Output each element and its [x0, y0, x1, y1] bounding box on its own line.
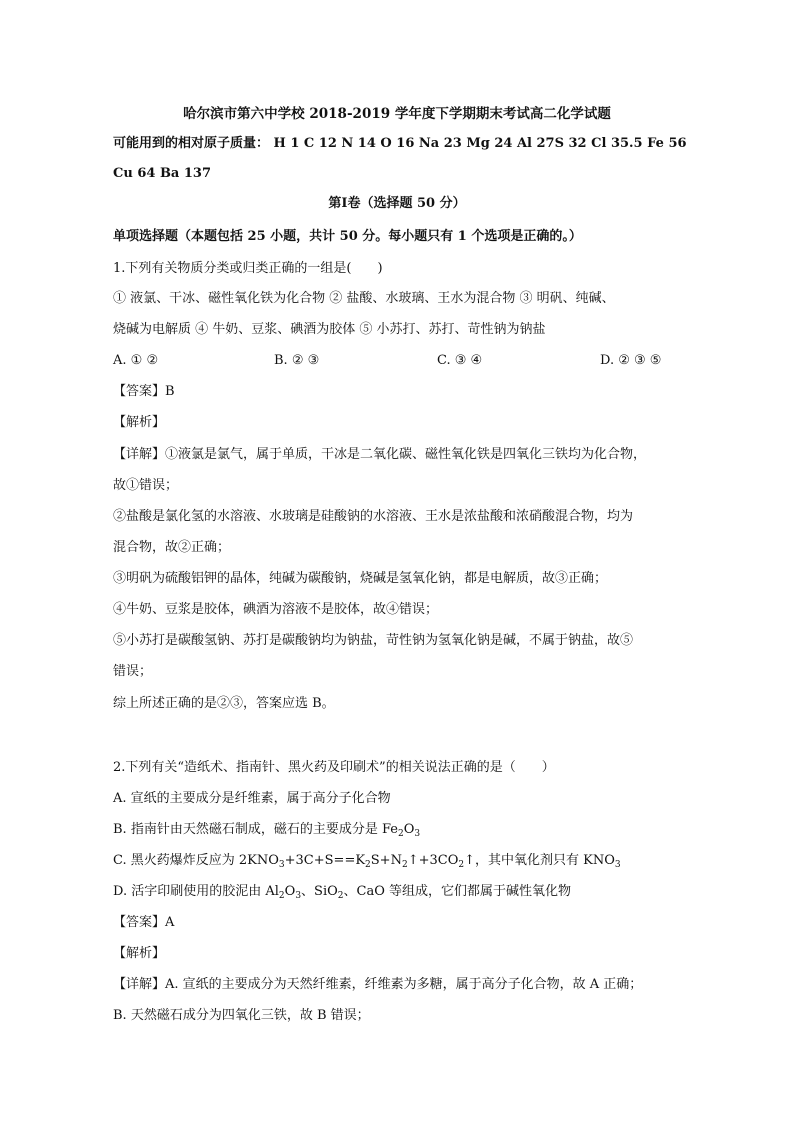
- q1-analysis-label: 【解析】: [113, 415, 166, 430]
- formula-part: 、CaO 等组成，它们都属于碱性氧化物: [343, 884, 572, 899]
- formula-part: 、SiO: [301, 884, 338, 899]
- q1-option-a: A. ① ②: [113, 353, 159, 368]
- q2-option-b-text: B. 指南针由天然磁石制成，磁石的主要成分是 Fe: [113, 822, 398, 837]
- q2-option-a: A. 宣纸的主要成分是纤维素，属于高分子化合物: [113, 791, 391, 806]
- q2-answer: 【答案】A: [113, 915, 175, 930]
- subscript: 2: [278, 891, 285, 901]
- q1-answer: 【答案】B: [113, 384, 175, 399]
- q2-analysis-label: 【解析】: [113, 946, 166, 961]
- subscript: 3: [295, 891, 302, 901]
- subscript: 3: [278, 860, 285, 870]
- q2-option-c-text: C. 黑火药爆炸反应为 2KNO: [113, 853, 279, 868]
- q1-detail-line: 故①错误；: [113, 478, 179, 493]
- q1-detail-line: ④牛奶、豆浆是胶体，碘酒为溶液不是胶体，故④错误；: [113, 602, 439, 617]
- q1-detail-line: 混合物，故②正确；: [113, 540, 231, 555]
- subscript: 2: [401, 860, 408, 870]
- atomic-mass-line-1: 可能用到的相对原子质量： H 1 C 12 N 14 O 16 Na 23 Mg 24 Al 27S 32 Cl 35.5 Fe 56: [113, 136, 687, 151]
- formula-part: O: [403, 822, 415, 837]
- q1-detail-line: ⑤小苏打是碳酸氢钠、苏打是碳酸钠均为钠盐，苛性钠为氢氧化钠是碱，不属于钠盐，故⑤: [113, 633, 634, 648]
- section-title: 第Ⅰ卷（选择题 50 分）: [328, 196, 466, 211]
- formula-part: S+N: [370, 853, 402, 868]
- q1-detail-line: 错误；: [113, 664, 153, 679]
- q2-option-b: [113, 820, 420, 840]
- formula-part: ↑+3CO: [407, 853, 459, 868]
- q2-option-d-text: D. 活字印刷使用的胶泥由 Al: [113, 884, 279, 899]
- q2-detail-b: B. 天然磁石成分为四氧化三铁，故 B 错误；: [113, 1008, 370, 1023]
- formula-part: +3C+S==K: [284, 853, 366, 868]
- subscript: 2: [365, 860, 371, 870]
- q1-stem: 1.下列有关物质分类或归类正确的一组是( ): [113, 261, 383, 276]
- q1-detail-line: 【详解】①液氯是氯气，属于单质，干冰是二氧化碳、磁性氧化铁是四氧化三铁均为化合物，: [113, 447, 647, 462]
- subscript: 2: [397, 829, 404, 839]
- q1-option-b: B. ② ③: [274, 353, 320, 368]
- formula-part: ↑，其中氧化剂只有 KNO: [464, 853, 615, 868]
- section-intro: 单项选择题（本题包括 25 小题，共计 50 分。每小题只有 1 个选项是正确的。）: [113, 229, 582, 244]
- subscript: 3: [614, 860, 621, 870]
- q2-detail-a: 【详解】A. 宣纸的主要成分为天然纤维素，纤维素为多糖，属于高分子化合物，故 A 正确；: [113, 977, 643, 992]
- q1-option-c: C. ③ ④: [437, 353, 483, 368]
- q1-option-d: D. ② ③ ⑤: [600, 353, 662, 368]
- subscript: 2: [458, 860, 465, 870]
- atomic-mass-line-2: Cu 64 Ba 137: [113, 166, 212, 181]
- q2-option-d: [113, 882, 571, 902]
- formula-part: O: [284, 884, 296, 899]
- exam-title: 哈尔滨市第六中学校 2018-2019 学年度下学期期末考试高二化学试题: [183, 106, 611, 122]
- q1-items-line-1: ① 液氯、干冰、磁性氧化铁为化合物 ② 盐酸、水玻璃、王水为混合物 ③ 明矾、纯碱、: [113, 291, 615, 306]
- subscript: 2: [337, 891, 344, 901]
- q1-items-line-2: 烧碱为电解质 ④ 牛奶、豆浆、碘酒为胶体 ⑤ 小苏打、苏打、苛性钠为钠盐: [113, 322, 546, 337]
- q2-option-c: [113, 851, 621, 871]
- q1-detail-line: ②盐酸是氯化氢的水溶液、水玻璃是硅酸钠的水溶液、王水是浓盐酸和浓硝酸混合物，均为: [113, 509, 634, 524]
- subscript: 3: [414, 829, 421, 839]
- q2-stem: 2.下列有关“造纸术、指南针、黑火药及印刷术”的相关说法正确的是（ ）: [113, 760, 555, 775]
- q1-detail-line: 综上所述正确的是②③，答案应选 B。: [113, 696, 335, 711]
- q1-detail-line: ③明矾为硫酸铝钾的晶体，纯碱为碳酸钠，烧碱是氢氧化钠，都是电解质，故③正确；: [113, 571, 608, 586]
